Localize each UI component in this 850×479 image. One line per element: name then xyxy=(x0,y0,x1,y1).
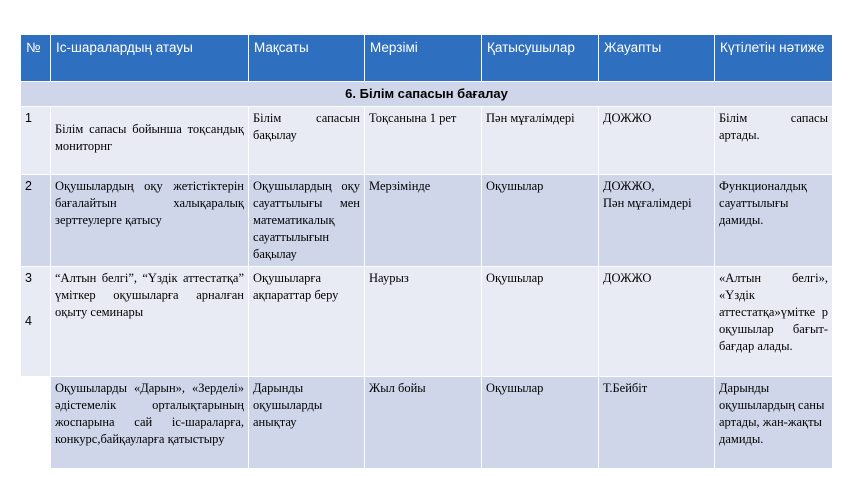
result-cell: Білім сапасы артады. xyxy=(715,107,833,175)
term-cell: Тоқсанына 1 рет xyxy=(365,107,482,175)
table-row xyxy=(21,377,833,469)
row-number: 3 4 xyxy=(21,267,51,377)
header-participants: Қатысушылар xyxy=(482,35,599,82)
goal-cell: Оқушылардың оқу сауаттылығы мен математикалық сауаттылығын бақылау xyxy=(249,175,365,267)
participants-cell: Пән мұғалімдері xyxy=(482,107,599,175)
header-goal: Мақсаты xyxy=(249,35,365,82)
section-title: 6. Білім сапасын бағалау xyxy=(21,82,833,107)
term-cell: Наурыз xyxy=(365,267,482,377)
event-name-cell: Оқушыларды «Дарын», «Зерделі» әдістемелік орталықтарының жоспарына сай іс-шараларға, конкурс,байқауларға қатыстыру xyxy=(51,377,249,469)
result-cell: Дарынды оқушылардың саны артады, жан-жақты дамиды. xyxy=(715,377,833,469)
term-cell: Жыл бойы xyxy=(365,377,482,469)
responsible-cell: ДОЖЖО xyxy=(599,267,715,377)
header-number: № xyxy=(21,35,51,82)
section-row xyxy=(21,82,833,107)
event-name-cell: Оқушылардың оқу жетістіктерін бағалайтын халықаралық зерттеулерге қатысу xyxy=(51,175,249,267)
header-expected-result: Күтілетін нәтиже xyxy=(715,35,833,82)
header-responsible: Жауапты xyxy=(599,35,715,82)
event-name-cell: “Алтын белгі”, “Үздік аттестатқа” үміткер оқушыларға арналған оқыту семинары xyxy=(51,267,249,377)
plan-table xyxy=(20,34,833,469)
row-number xyxy=(21,377,51,469)
responsible-cell: ДОЖЖО, Пән мұғалімдері xyxy=(599,175,715,267)
goal-cell: Білім сапасын бақылау xyxy=(249,107,365,175)
result-cell: «Алтын белгі», «Үздік аттестатқа»үмітке р оқушылар бағыт-бағдар алады. xyxy=(715,267,833,377)
header-row xyxy=(21,35,833,82)
table-row xyxy=(21,175,833,267)
event-name-cell: Білім сапасы бойынша тоқсандық мониторнг xyxy=(51,107,249,175)
goal-cell: Дарынды оқушыларды анықтау xyxy=(249,377,365,469)
table-row xyxy=(21,267,833,377)
term-cell: Мерзімінде xyxy=(365,175,482,267)
goal-cell: Оқушыларға ақпараттар беру xyxy=(249,267,365,377)
table-row xyxy=(21,107,833,175)
row-number: 2 xyxy=(21,175,51,267)
result-cell: Функционалдық сауаттылығы дамиды. xyxy=(715,175,833,267)
row-number: 1 xyxy=(21,107,51,175)
participants-cell: Оқушылар xyxy=(482,175,599,267)
participants-cell: Оқушылар xyxy=(482,267,599,377)
participants-cell: Оқушылар xyxy=(482,377,599,469)
header-term: Мерзімі xyxy=(365,35,482,82)
responsible-cell: ДОЖЖО xyxy=(599,107,715,175)
header-event-name: Іс-шаралардың атауы xyxy=(51,35,249,82)
responsible-cell: Т.Бейбіт xyxy=(599,377,715,469)
